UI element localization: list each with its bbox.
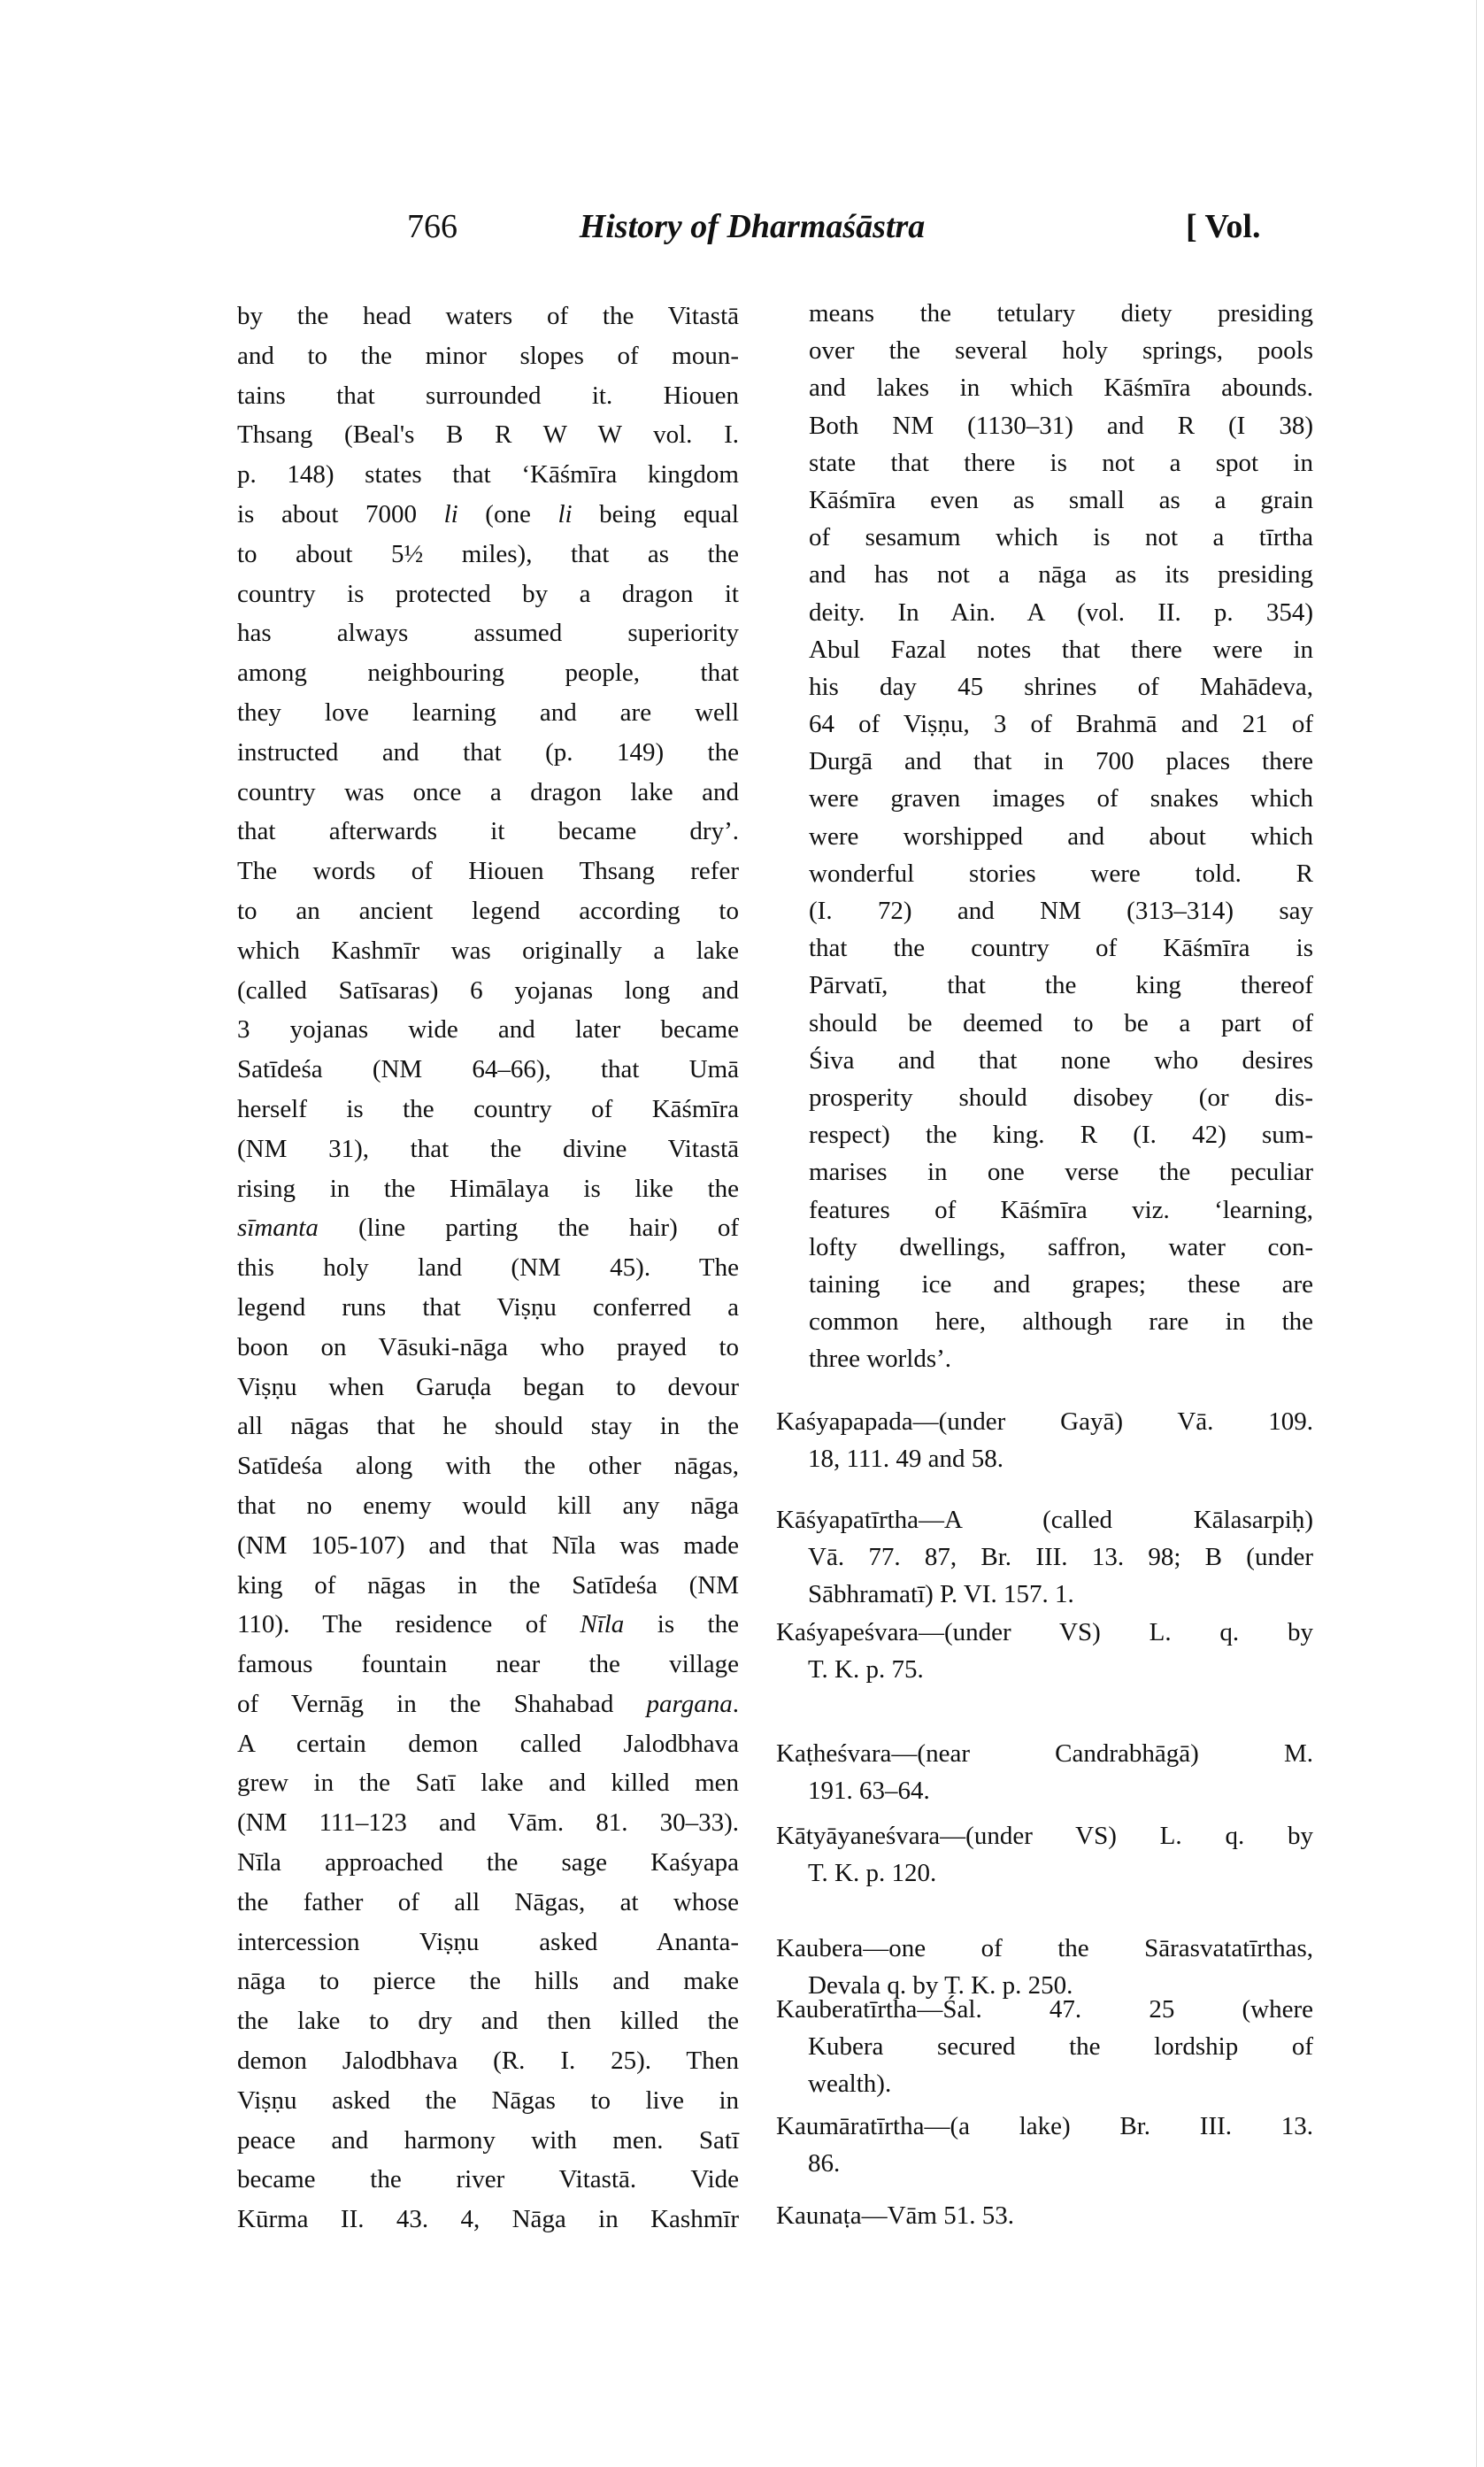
text-segment: of Vernāg in the Shahabad: [237, 1689, 647, 1718]
text-line: Satīdeśa along with the other nāgas,: [237, 1452, 739, 1481]
text-line: The words of Hiouen Thsang refer: [237, 857, 739, 886]
text-line: marises in one verse the peculiar: [809, 1158, 1313, 1187]
text-line: has always assumed superiority: [237, 619, 739, 648]
text-line: intercession Viṣṇu asked Ananta-: [237, 1927, 739, 1956]
text-line: 3 yojanas wide and later became: [237, 1015, 739, 1045]
text-line: peace and harmony with men. Satī: [237, 2125, 739, 2155]
text-line: instructed and that (p. 149) the: [237, 737, 739, 767]
index-entry: [776, 2108, 1313, 2182]
text-line: 191. 63–64.: [808, 1777, 930, 1805]
text-line: tains that surrounded it. Hiouen: [237, 381, 739, 410]
text-line: were graven images of snakes which: [809, 784, 1313, 813]
text-line: wonderful stories were told. R: [809, 859, 1313, 888]
index-entry: [776, 2197, 1313, 2234]
text-line: (I. 72) and NM (313–314) say: [809, 897, 1313, 925]
text-line: by the head waters of the Vitastā: [237, 302, 739, 330]
page-number: 766: [407, 208, 458, 245]
italic-text: li: [557, 499, 573, 528]
right-column-paragraph: [809, 295, 1313, 1377]
text-line: Kaṭheśvara—(near Candrabhāgā) M.: [776, 1739, 1313, 1768]
text-line: deity. In Ain. A (vol. II. p. 354): [809, 597, 1313, 627]
text-line: prosperity should disobey (or dis-: [809, 1083, 1313, 1112]
text-line: (NM 111–123 and Vām. 81. 30–33).: [237, 1808, 739, 1838]
text-line: which Kashmīr was originally a lake: [237, 936, 739, 965]
text-line: features of Kāśmīra viz. ‘learning,: [809, 1195, 1313, 1224]
text-line: Viṣṇu asked the Nāgas to live in: [237, 2085, 739, 2115]
text-line: Kaśyapapada—(under Gayā) Vā. 109.: [776, 1407, 1313, 1436]
running-title: History of Dharmaśāstra: [579, 208, 926, 245]
text-line: Śiva and that none who desires: [809, 1045, 1313, 1075]
text-line: Devala q. by T. K. p. 250.: [808, 1971, 1073, 2000]
index-entry: [776, 1735, 1313, 1809]
volume-label: [ Vol.: [1186, 208, 1261, 245]
italic-text: Nīla: [580, 1610, 625, 1639]
text-segment: .: [732, 1689, 739, 1718]
text-line: (called Satīsaras) 6 yojanas long and: [237, 975, 739, 1005]
text-line: Kūrma II. 43. 4, Nāga in Kashmīr: [237, 2205, 739, 2234]
text-line: lofty dwellings, saffron, water con-: [809, 1232, 1313, 1261]
text-line: to about 5½ miles), that as the: [237, 539, 739, 568]
text-line: Both NM (1130–31) and R (I 38): [809, 411, 1313, 440]
text-line: his day 45 shrines of Mahādeva,: [809, 672, 1313, 701]
text-line: that the country of Kāśmīra is: [809, 934, 1313, 963]
text-line: Pārvatī, that the king thereof: [809, 971, 1313, 1000]
text-line: demon Jalodbhava (R. I. 25). Then: [237, 2047, 739, 2076]
index-entry: [776, 1817, 1313, 1892]
text-segment: is the: [624, 1610, 739, 1639]
text-line: that no enemy would kill any nāga: [237, 1491, 739, 1520]
index-entry: [776, 1991, 1313, 2102]
text-line: taining ice and grapes; these are: [809, 1269, 1313, 1299]
text-line: Kaśyapeśvara—(under VS) L. q. by: [776, 1618, 1313, 1646]
text-line: country was once a dragon lake and: [237, 777, 739, 806]
italic-text: pargana: [646, 1689, 733, 1718]
text-line: 18, 111. 49 and 58.: [808, 1445, 1003, 1473]
text-segment: (line parting the hair) of: [318, 1214, 739, 1243]
text-line: wealth).: [808, 2070, 892, 2098]
text-line: that afterwards it became dry’.: [237, 817, 739, 846]
text-line: Kubera secured the lordship of: [808, 2032, 1313, 2061]
text-line: became the river Vitastā. Vide: [237, 2165, 739, 2194]
text-line: over the several holy springs, pools: [809, 336, 1313, 366]
text-line: boon on Vāsuki-nāga who prayed to: [237, 1332, 739, 1361]
text-line: were worshipped and about which: [809, 821, 1313, 851]
text-line: [237, 495, 739, 535]
text-line: Kaubera—one of the Sārasvatatīrthas,: [776, 1934, 1313, 1962]
text-line: Thsang (Beal's B R W W vol. I.: [237, 420, 739, 450]
text-line: 86.: [808, 2149, 841, 2178]
text-segment: being equal: [572, 499, 739, 528]
text-line: Vā. 77. 87, Br. III. 13. 98; B (under: [808, 1543, 1313, 1571]
text-line: (NM 31), that the divine Vitastā: [237, 1134, 739, 1163]
text-line: Kaunaṭa—Vām 51. 53.: [776, 2201, 1014, 2230]
left-column: [237, 297, 739, 2240]
text-line: Nīla approached the sage Kaśyapa: [237, 1848, 739, 1877]
text-line: they love learning and are well: [237, 698, 739, 727]
index-entry: [776, 1403, 1313, 1477]
text-segment: (one: [458, 499, 558, 528]
text-line: [237, 1605, 739, 1645]
text-line: T. K. p. 75.: [808, 1655, 924, 1684]
text-line: grew in the Satī lake and killed men: [237, 1769, 739, 1798]
text-line: should be deemed to be a part of: [809, 1008, 1313, 1037]
text-line: of sesamum which is not a tīrtha: [809, 523, 1313, 552]
text-line: legend runs that Viṣṇu conferred a: [237, 1292, 739, 1322]
text-line: herself is the country of Kāśmīra: [237, 1094, 739, 1123]
index-entry: [776, 1614, 1313, 1688]
text-line: Kātyāyaneśvara—(under VS) L. q. by: [776, 1822, 1313, 1850]
text-line: and to the minor slopes of moun-: [237, 341, 739, 370]
text-line: A certain demon called Jalodbhava: [237, 1729, 739, 1758]
text-line: Kāśyapatīrtha—A (called Kālasarpiḥ): [776, 1506, 1313, 1534]
text-line: the lake to dry and then killed the: [237, 2007, 739, 2036]
text-line: Satīdeśa (NM 64–66), that Umā: [237, 1055, 739, 1084]
text-line: [237, 1684, 739, 1724]
text-line: country is protected by a dragon it: [237, 579, 739, 608]
text-line: T. K. p. 120.: [808, 1859, 937, 1887]
text-line: nāga to pierce the hills and make: [237, 1967, 739, 1996]
index-entry: [776, 1501, 1313, 1613]
text-line: among neighbouring people, that: [237, 659, 739, 688]
text-line: common here, although rare in the: [809, 1307, 1313, 1337]
text-line: state that there is not a spot in: [809, 448, 1313, 477]
text-line: Kāśmīra even as small as a grain: [809, 485, 1313, 514]
text-line: p. 148) states that ‘Kāśmīra kingdom: [237, 460, 739, 490]
text-segment: 110). The residence of: [237, 1610, 581, 1639]
text-line: and lakes in which Kāśmīra abounds.: [809, 374, 1313, 403]
text-line: Viṣṇu when Garuḍa began to devour: [237, 1372, 739, 1401]
text-line: rising in the Himālaya is like the: [237, 1174, 739, 1203]
text-line: 64 of Viṣṇu, 3 of Brahmā and 21 of: [809, 710, 1313, 739]
text-line: famous fountain near the village: [237, 1650, 739, 1679]
text-line: Kaumāratīrtha—(a lake) Br. III. 13.: [776, 2112, 1313, 2140]
text-line: the father of all Nāgas, at whose: [237, 1887, 739, 1916]
text-line: [237, 1208, 739, 1248]
text-line: three worlds’.: [809, 1345, 952, 1374]
text-line: respect) the king. R (I. 42) sum-: [809, 1121, 1313, 1150]
text-line: (NM 105-107) and that Nīla was made: [237, 1530, 739, 1560]
text-line: this holy land (NM 45). The: [237, 1253, 739, 1283]
text-line: Durgā and that in 700 places there: [809, 747, 1313, 776]
text-line: Sābhramatī) P. VI. 157. 1.: [808, 1580, 1074, 1608]
italic-text: sīmanta: [237, 1214, 319, 1243]
italic-text: li: [443, 499, 458, 528]
page-edge-line: [1476, 0, 1477, 2467]
text-line: Kauberatīrtha—Śal. 47. 25 (where: [776, 1995, 1313, 2024]
text-line: king of nāgas in the Satīdeśa (NM: [237, 1570, 739, 1600]
text-line: Abul Fazal notes that there were in: [809, 635, 1313, 664]
text-line: and has not a nāga as its presiding: [809, 560, 1313, 590]
text-segment: is about 7000: [237, 499, 444, 528]
text-line: means the tetulary diety presiding: [809, 299, 1313, 328]
text-line: to an ancient legend according to: [237, 896, 739, 925]
text-line: all nāgas that he should stay in the: [237, 1412, 739, 1441]
